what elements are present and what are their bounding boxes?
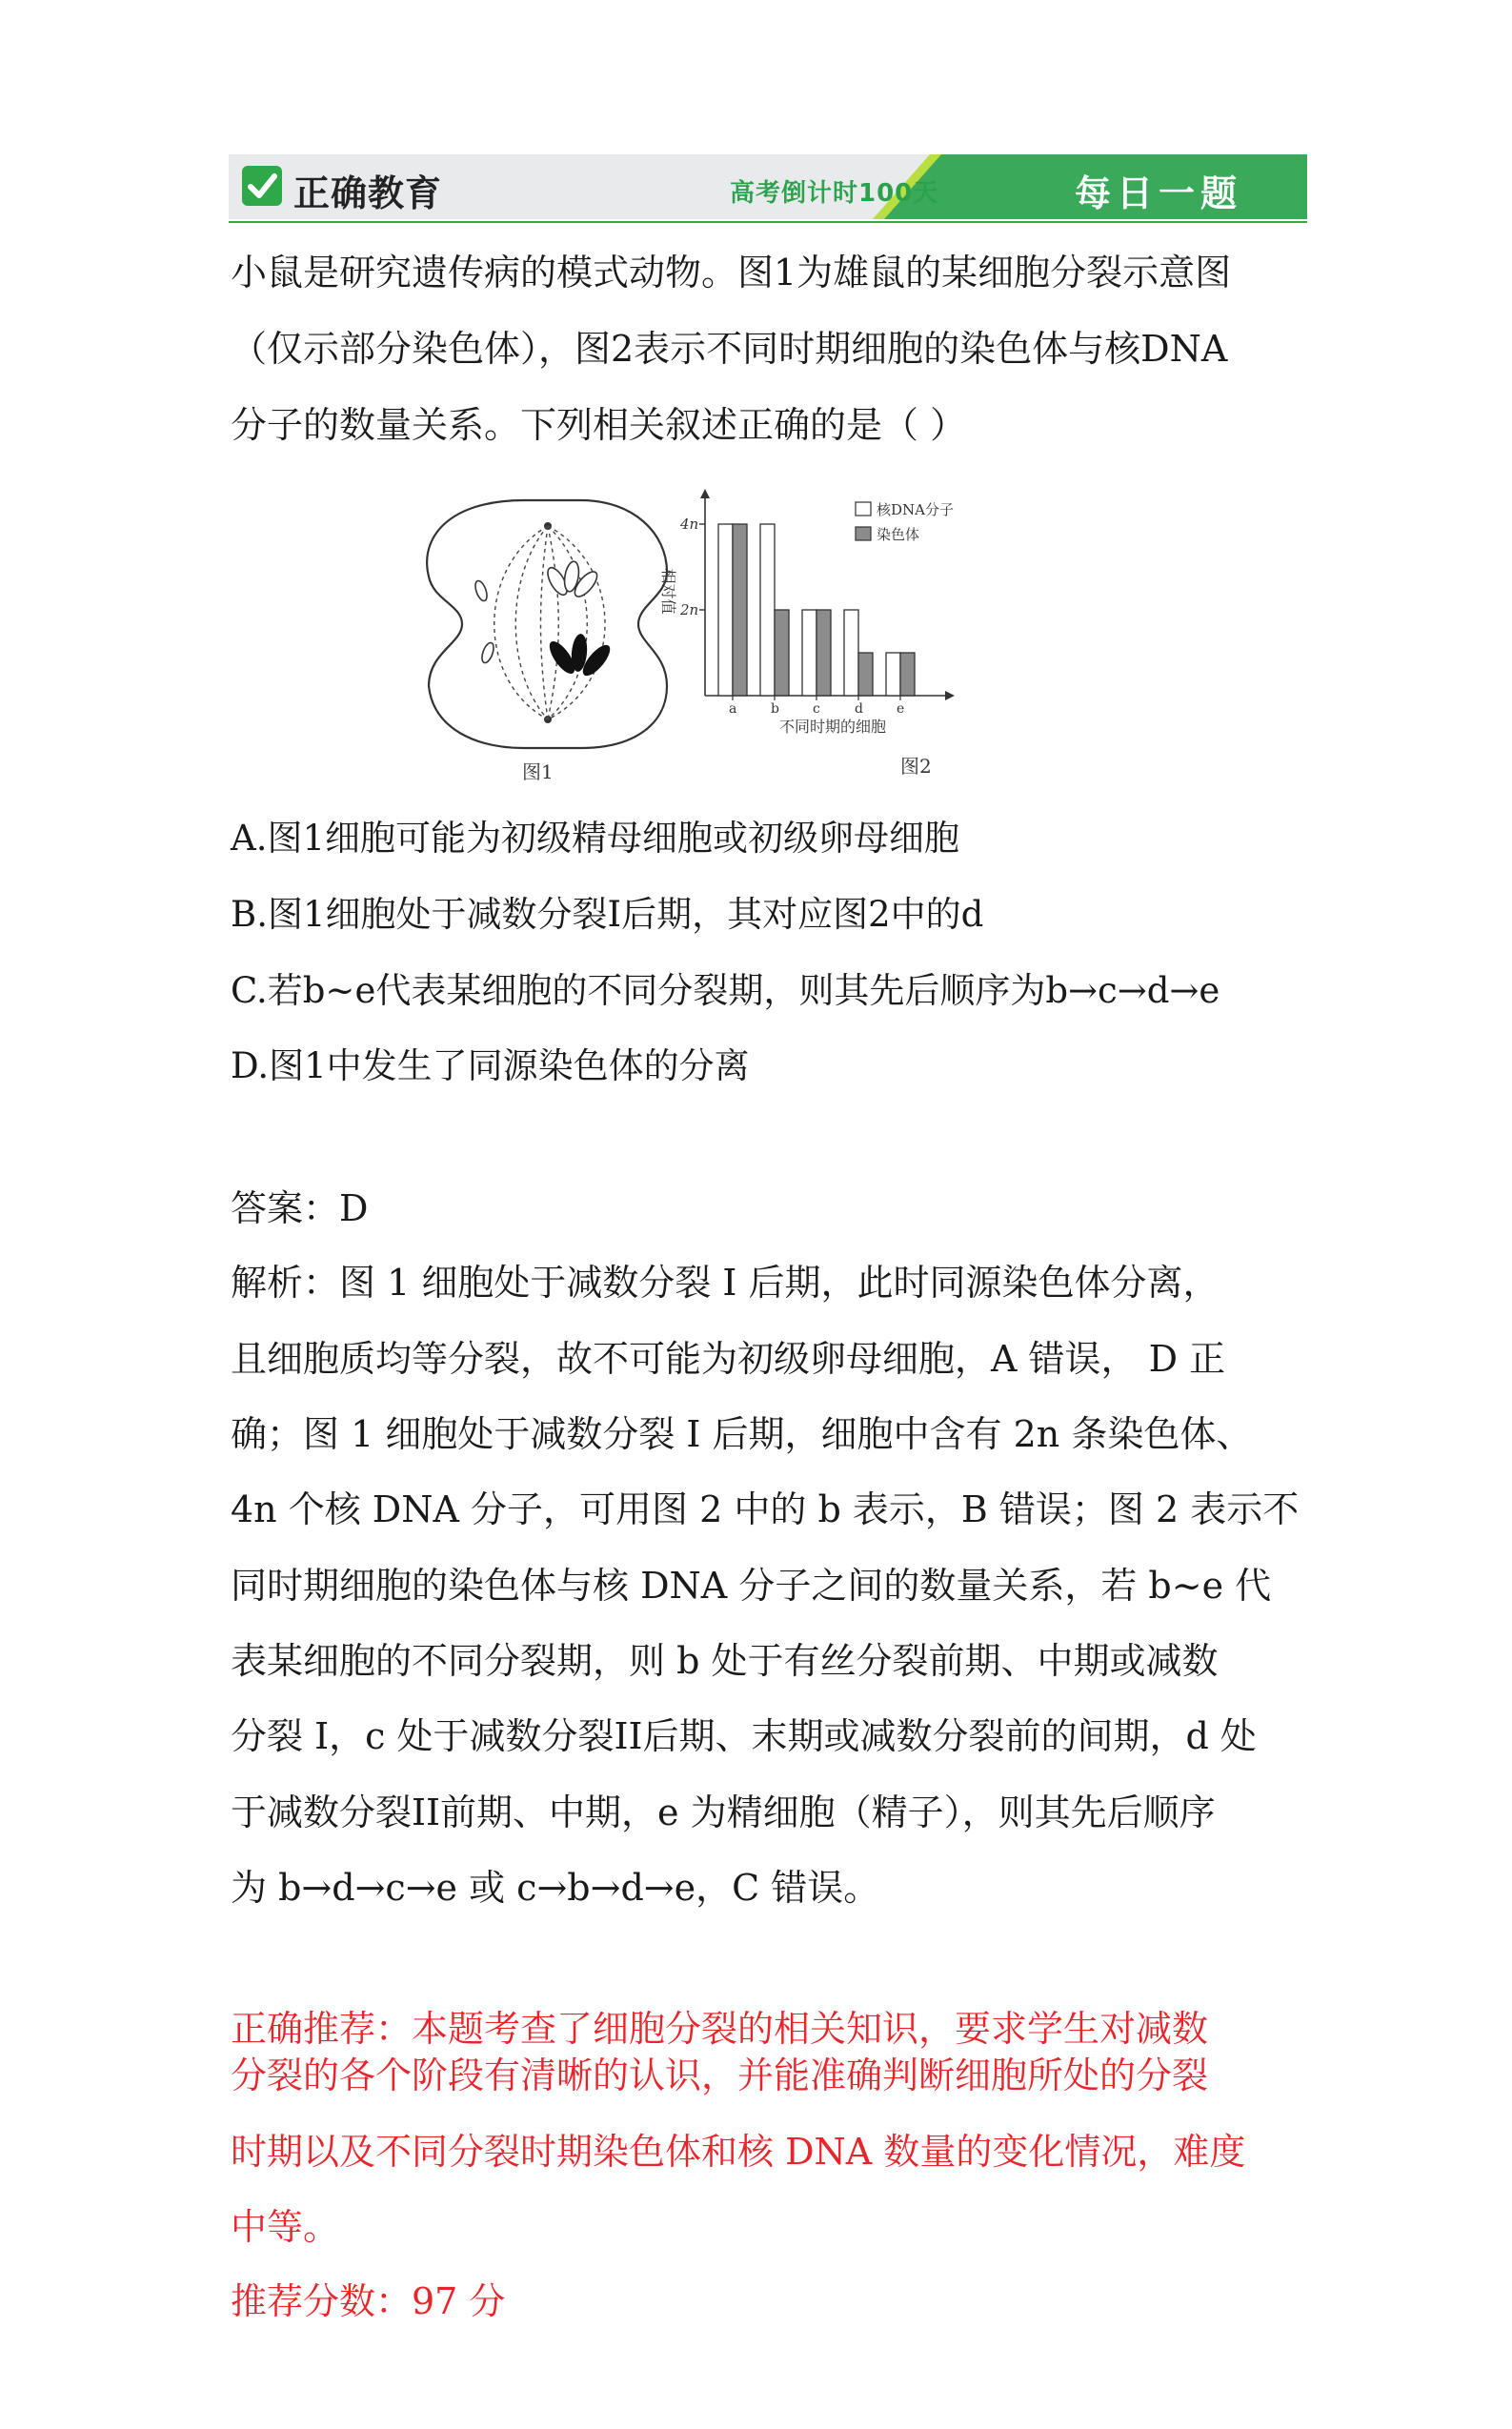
figure2-caption: 图2 [900, 755, 932, 778]
recommend-score: 推荐分数：97 分 [231, 2280, 506, 2322]
check-logo-icon [242, 166, 282, 206]
question-figure [410, 481, 1134, 796]
analysis-line: 同时期细胞的染色体与核 DNA 分子之间的数量关系，若 b~e 代 [231, 1565, 1272, 1607]
question-line: 分子的数量关系。下列相关叙述正确的是（ ） [231, 404, 967, 446]
analysis-line: 表某细胞的不同分裂期，则 b 处于有丝分裂前期、中期或减数 [231, 1640, 1219, 1682]
daily-question-label: 每日一题 [1075, 172, 1243, 214]
bar-e-chromosome [900, 653, 915, 696]
legend-label: 染色体 [877, 526, 920, 543]
analysis-line: 解析：图 1 细胞处于减数分裂 I 后期，此时同源染色体分离， [231, 1262, 1220, 1304]
legend-swatch [856, 502, 871, 516]
option-b: B.图1细胞处于减数分裂I后期，其对应图2中的d [231, 894, 984, 935]
bar-c-chromosome [816, 610, 831, 696]
bar-a-dna [718, 524, 733, 696]
bar-e-dna [886, 653, 900, 696]
y-tick-label: 2n [680, 601, 699, 618]
x-tick-label: d [855, 701, 863, 717]
bar-c-dna [802, 610, 816, 696]
analysis-line: 4n 个核 DNA 分子，可用图 2 中的 b 表示，B 错误；图 2 表示不 [231, 1488, 1300, 1530]
x-axis-arrow [945, 691, 955, 700]
analysis-line: 为 b→d→c→e 或 c→b→d→e，C 错误。 [231, 1867, 880, 1909]
question-stem [231, 234, 1307, 463]
legend-label: 核DNA分子 [877, 501, 954, 518]
analysis-line: 确；图 1 细胞处于减数分裂 I 后期，细胞中含有 2n 条染色体、 [231, 1413, 1253, 1455]
question-line: 小鼠是研究遗传病的模式动物。图1为雄鼠的某细胞分裂示意图 [231, 252, 1232, 294]
y-axis-label: 相对值 [659, 568, 677, 615]
x-axis-label: 不同时期的细胞 [779, 718, 887, 736]
x-tick-label: a [729, 701, 737, 717]
analysis-line: 于减数分裂II前期、中期，e 为精细胞（精子），则其先后顺序 [231, 1791, 1216, 1833]
recommend-line: 正确推荐：本题考查了细胞分裂的相关知识，要求学生对减数 [231, 2008, 1209, 2050]
figure1-cell-diagram [427, 500, 667, 748]
question-line: （仅示部分染色体），图2表示不同时期细胞的染色体与核DNA [231, 328, 1228, 370]
banner-divider [229, 221, 1307, 223]
figure2-bar-chart [659, 489, 955, 736]
x-tick-label: b [771, 701, 779, 717]
countdown-label: 高考倒计时100天 [730, 179, 939, 208]
option-c: C.若b~e代表某细胞的不同分裂期，则其先后顺序为b→c→d→e [231, 970, 1220, 1011]
analysis-line: 且细胞质均等分裂，故不可能为初级卵母细胞，A 错误， D 正 [231, 1338, 1226, 1380]
bar-b-dna [760, 524, 775, 696]
legend-swatch [856, 527, 871, 540]
bar-b-chromosome [775, 610, 789, 696]
answer: 答案：D [231, 1187, 369, 1229]
bar-d-chromosome [858, 653, 873, 696]
brand-name: 正确教育 [293, 172, 443, 214]
header-banner [229, 154, 1307, 219]
option-d: D.图1中发生了同源染色体的分离 [231, 1045, 750, 1086]
y-tick-label: 4n [680, 516, 699, 533]
recommend-line: 时期以及不同分裂时期染色体和核 DNA 数量的变化情况，难度 [231, 2131, 1246, 2173]
analysis-line: 分裂 I，c 处于减数分裂II后期、末期或减数分裂前的间期，d 处 [231, 1715, 1257, 1757]
recommend-line: 分裂的各个阶段有清晰的认识，并能准确判断细胞所处的分裂 [231, 2055, 1209, 2096]
option-a: A.图1细胞可能为初级精母细胞或初级卵母细胞 [231, 818, 960, 859]
recommend-line: 中等。 [231, 2206, 340, 2248]
figure1-caption: 图1 [522, 760, 554, 783]
x-tick-label: e [897, 701, 905, 717]
bar-d-dna [844, 610, 858, 696]
bar-a-chromosome [733, 524, 747, 696]
y-axis-arrow [700, 489, 710, 498]
x-tick-label: c [813, 701, 820, 717]
